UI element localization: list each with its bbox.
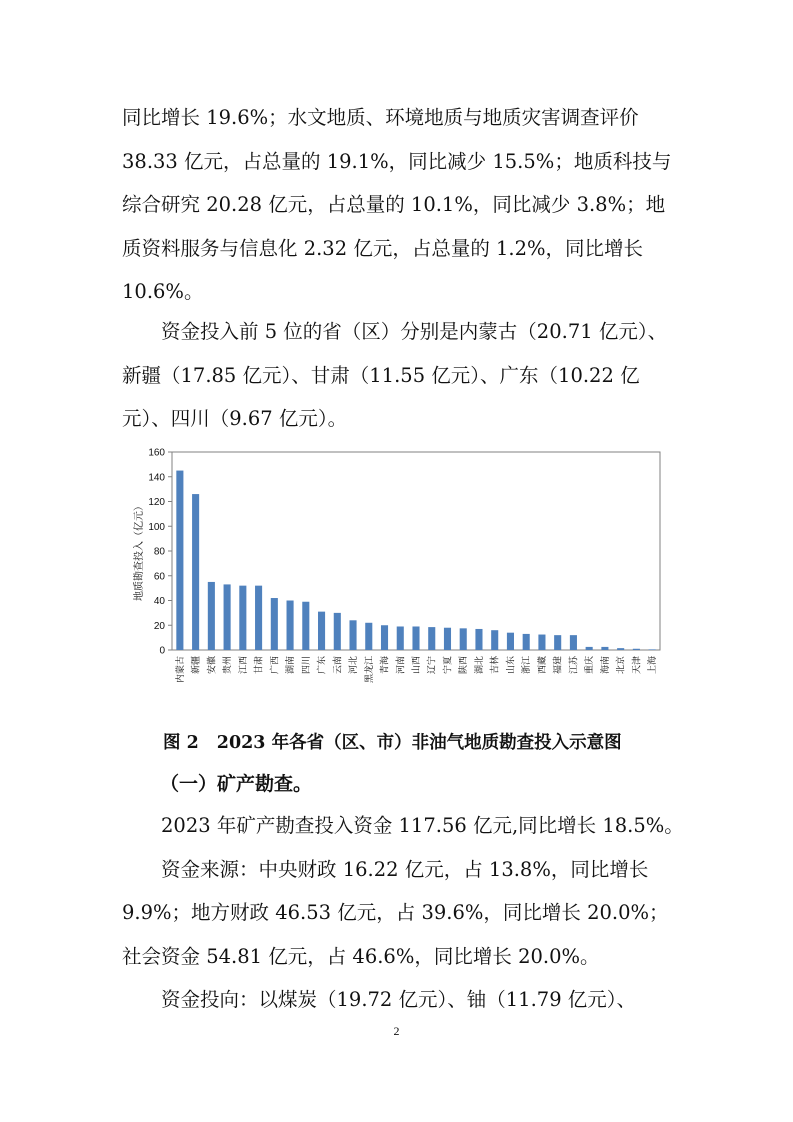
- bar: [617, 648, 624, 650]
- category-label: 湖南: [286, 656, 297, 675]
- category-label: 宁夏: [443, 656, 454, 675]
- text-line: 质资料服务与信息化 2.32 亿元，占总量的 1.2%，同比增长: [122, 236, 644, 260]
- bar: [224, 584, 231, 650]
- bar: [554, 635, 561, 650]
- bar: [349, 620, 356, 650]
- figure-number: 图 2: [163, 733, 199, 753]
- y-tick-label: 40: [153, 596, 165, 607]
- category-label: 陕西: [459, 656, 470, 675]
- category-label: 河北: [349, 656, 360, 675]
- y-tick-label: 20: [153, 620, 165, 632]
- bar: [397, 626, 404, 650]
- category-label: 上海: [648, 656, 659, 675]
- category-label: 安徽: [207, 656, 218, 675]
- text-line: 资金投入前 5 位的省（区）分别是内蒙古（20.71 亿元）、: [122, 320, 668, 343]
- category-label: 湖北: [474, 656, 485, 675]
- bar: [475, 629, 482, 650]
- bar: [507, 633, 514, 650]
- bar: [523, 634, 530, 650]
- bar: [491, 630, 498, 650]
- paragraph-top-provinces: [122, 310, 682, 441]
- paragraph-mineral-exploration: [122, 804, 682, 1022]
- bar: [287, 601, 294, 651]
- bar: [586, 647, 593, 650]
- text-line: 资金来源：中央财政 16.22 亿元，占 13.8%，同比增长: [122, 857, 649, 881]
- bar: [570, 635, 577, 650]
- text-line: 同比增长 19.6%；水文地质、环境地质与地质灾害调查评价: [122, 106, 639, 129]
- category-label: 西藏: [537, 656, 548, 675]
- y-tick-label: 160: [148, 447, 165, 459]
- category-label: 北京: [616, 656, 627, 675]
- bar: [601, 647, 608, 650]
- bar: [302, 602, 309, 650]
- bar: [208, 582, 215, 650]
- paragraph-investment-categories: [122, 96, 682, 314]
- bar: [176, 471, 183, 650]
- category-label: 新疆: [191, 656, 202, 675]
- bar: [334, 613, 341, 650]
- category-label: 重庆: [585, 656, 596, 675]
- figure-caption: [163, 729, 622, 754]
- bar-chart-svg: [122, 440, 682, 705]
- text-line: 2023 年矿产勘查投入资金 117.56 亿元,同比增长 18.5%。: [122, 814, 684, 837]
- category-label: 山东: [506, 656, 517, 675]
- bar: [649, 649, 656, 650]
- y-tick-label: 140: [148, 472, 165, 484]
- category-label: 广西: [270, 656, 281, 675]
- bar: [412, 626, 419, 650]
- category-label: 吉林: [490, 656, 501, 675]
- section-heading: （一）矿产勘查。: [160, 773, 313, 795]
- figure-title: 2023 年各省（区、市）非油气地质勘查投入示意图: [216, 733, 622, 753]
- y-tick-label: 100: [148, 521, 165, 533]
- category-label: 四川: [301, 656, 312, 675]
- category-label: 贵州: [223, 656, 234, 675]
- bar: [239, 586, 246, 650]
- category-label: 福建: [553, 656, 564, 675]
- y-tick-label: 0: [159, 645, 165, 657]
- text-line: 10.6%。: [122, 280, 204, 303]
- y-tick-label: 80: [153, 546, 165, 558]
- category-label: 海南: [600, 656, 611, 675]
- category-label: 山西: [412, 656, 422, 675]
- bar: [271, 598, 278, 650]
- bar: [381, 625, 388, 650]
- bar: [538, 635, 545, 650]
- page-number: 2: [393, 1024, 400, 1038]
- bar: [633, 649, 640, 650]
- category-label: 江苏: [569, 656, 580, 675]
- y-tick-label: 120: [148, 497, 165, 508]
- category-label: 河南: [396, 656, 407, 675]
- text-line: 综合研究 20.28 亿元，占总量的 10.1%，同比减少 3.8%；地: [122, 193, 666, 216]
- category-label: 青海: [380, 656, 391, 675]
- bar: [460, 628, 467, 650]
- bar: [428, 627, 435, 650]
- category-label: 天津: [632, 656, 643, 675]
- category-label: 江西: [238, 656, 249, 675]
- province-investment-chart: [122, 440, 682, 705]
- y-axis-title: 地质勘查投入（亿元）: [134, 501, 145, 601]
- bar: [255, 586, 262, 650]
- category-label: 甘肃: [254, 656, 265, 675]
- text-line: 元）、四川（9.67 亿元）。: [122, 407, 348, 430]
- text-line: 新疆（17.85 亿元）、甘肃（11.55 亿元）、广东（10.22 亿: [122, 363, 640, 387]
- bar: [365, 623, 372, 650]
- category-label: 内蒙古: [175, 656, 186, 684]
- bar: [318, 612, 325, 650]
- bar: [192, 494, 199, 650]
- bar: [444, 628, 451, 650]
- text-line: 38.33 亿元，占总量的 19.1%，同比减少 15.5%；地质科技与: [122, 149, 672, 173]
- category-label: 云南: [333, 656, 344, 675]
- category-label: 广东: [317, 656, 328, 675]
- text-line: 9.9%；地方财政 46.53 亿元，占 39.6%，同比增长 20.0%；: [122, 901, 669, 924]
- text-line: 资金投向：以煤炭（19.72 亿元）、铀（11.79 亿元）、: [122, 988, 637, 1011]
- category-label: 辽宁: [427, 656, 438, 675]
- text-line: 社会资金 54.81 亿元，占 46.6%，同比增长 20.0%。: [122, 944, 600, 968]
- category-label: 浙江: [522, 656, 533, 675]
- y-tick-label: 60: [153, 571, 165, 583]
- category-label: 黑龙江: [364, 656, 375, 684]
